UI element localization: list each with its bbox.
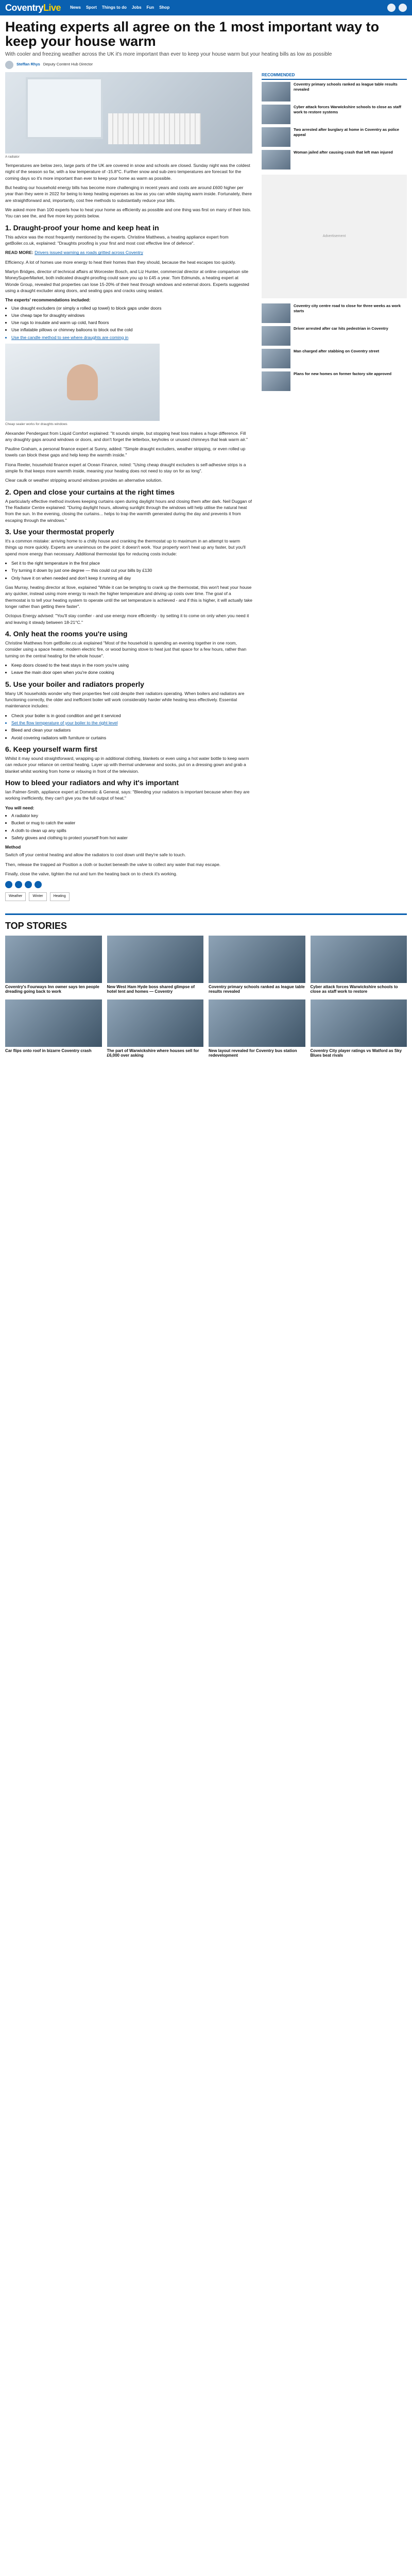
tips-list — [11, 662, 252, 676]
tag[interactable]: Weather — [5, 892, 26, 901]
list-item: • Leave the main door open when you're done cooking — [11, 669, 252, 675]
paragraph: Martyn Bridges, director of technical affairs at Worcester Bosch, and Liz Hunter, commercial director at online comparison site MoneySuperMarket, both indicated draught-proofing could save you up to £45 a year. Tom Edmunds, a heating expert at Wonde Group, revealed that properties can lose 15-20% of their heat through windows and external doors. Experts suggested using a draught excluder along doors, and sealing gaps and cracks using sealant. — [5, 268, 249, 293]
section-heading: 4. Only heat the rooms you're using — [5, 629, 128, 638]
list-item: • Use inflatable pillows or chimney balloons to block out the cold — [11, 327, 252, 333]
nav-item[interactable]: Jobs — [131, 5, 142, 10]
section-heading: 5. Use your boiler and radiators properly — [5, 680, 144, 688]
section-heading: 2. Open and close your curtains at the right times — [5, 487, 175, 496]
paragraph: A particularly effective method involves keeping curtains open during daylight hours and closing them after dark. Neil Duggan of The Radiator Centre explained: "During daylight hours, allowing sunlight through the windows will help utilise the natural heat from the sun. In the evening, closing the curtains... helps to trap the warmth generated during the day and prevents it from escaping through the windows." — [5, 498, 252, 523]
list-item[interactable]: • Set the flow temperature of your boiler to the right level — [11, 720, 252, 726]
story-card[interactable]: Coventry's Fourways Inn owner says ten people dreading going back to work — [5, 936, 102, 994]
list-item: • Avoid covering radiators with furniture or curtains — [11, 735, 252, 741]
paragraph: Octopus Energy advised: "You'll stay comfier - and use energy more efficiently - by setting it to come on only when you need it and leaving it steady between 18-21°C." — [5, 613, 249, 625]
recommended-item[interactable]: Plans for new homes on former factory site approved — [262, 371, 407, 391]
recommended-item[interactable]: Coventry city centre road to close for three weeks as work starts — [262, 303, 407, 323]
article-standfirst: With cooler and freezing weather across the UK it's more important than ever to keep your house warm but your heating bills as low as possible — [5, 51, 332, 57]
hero-image — [5, 72, 252, 154]
twitter-icon[interactable] — [15, 881, 22, 888]
nav-item[interactable]: Shop — [159, 5, 170, 10]
list-item: • A radiator key — [11, 812, 252, 819]
paragraph: Fiona Reeler, household finance expert at Ocean Finance, noted: "Using cheap draught excluders is self-adhesive strips is a simple fix that keeps more warmth inside, meaning your heating does not need to stay on for as long". — [5, 462, 246, 474]
nav-item[interactable]: News — [70, 5, 81, 10]
site-header — [0, 0, 412, 15]
tips-list — [11, 305, 252, 341]
story-card[interactable]: Coventry City player ratings vs Watford as Sky Blues beat rivals — [311, 999, 407, 1058]
account-icon[interactable] — [399, 4, 407, 12]
paragraph: Efficiency. A lot of homes use more energy to heat their homes than they should, because the heat escapes too quickly. — [5, 259, 236, 265]
section-heading: 3. Use your thermostat properly — [5, 528, 114, 536]
paragraph: Christine Matthews from getBoiler.co.uk explained "Most of the household is spending an evening together in one room, consider using a space heater, modern electric fire, or wood burning stove to heat just that space for a few hours, rather than turning on the central heating for the whole house". — [5, 640, 247, 658]
section-heading: 6. Keep yourself warm first — [5, 744, 97, 753]
tips-list — [11, 560, 252, 581]
paragraph: Ian Palmer-Smith, appliance expert at Domestic & General, says: "Bleeding your radiators is important because when they are working inefficiently, they can't give you the full output of heat." — [5, 789, 250, 801]
recommended-item[interactable]: Man charged after stabbing on Coventry street — [262, 349, 407, 368]
recommended-item[interactable]: Two arrested after burglary at home in Coventry as police appeal — [262, 127, 407, 147]
recommended-item[interactable]: Driver arrested after car hits pedestrian in Coventry — [262, 326, 407, 346]
paragraph: Many UK households wonder why their properties feel cold despite their radiators operating. When boilers and radiators are functioning correctly, the older and inefficient boiler will work considerably harder while heating less effectively. Essential maintenance includes: — [5, 690, 245, 709]
paragraph: Gas Murray, heating director at Ilove, explained "While it can be tempting to crank up the thermostat, this won't heat your house any quicker, instead using more energy to reach the higher temperature and driving up costs over time. The goal of a thermostat is to tell your heating system to operate until the set temperature is achieved - and if this is higher, it will actually take longer rather than getting there faster". — [5, 585, 253, 609]
list-item: • Only have it on when needed and don't keep it running all day — [11, 575, 252, 581]
list-item: • Bleed and clean your radiators — [11, 727, 252, 733]
paragraph: It's a common mistake: arriving home to a chilly house and cranking the thermostat up to maximum in an attempt to warm things up more quickly. Experts are unanimous on the point: it doesn't work. Your property won't heat up any faster, but you'll spend more energy than necessary. Additional thermostat tips for reducing costs include: — [5, 538, 246, 556]
story-card[interactable]: The part of Warwickshire where houses sell for £6,000 over asking — [107, 999, 204, 1058]
sidebar — [262, 72, 407, 906]
top-stories — [5, 913, 407, 1062]
section-heading: 1. Draught-proof your home and keep heat in — [5, 223, 159, 232]
story-card[interactable]: New West Ham Hyde boss shared glimpse of hotel tent and homes — Coventry — [107, 936, 204, 994]
list-item: • Keep doors closed to the heat stays in the room you're using — [11, 662, 252, 668]
email-icon[interactable] — [35, 881, 42, 888]
list-item: • Bucket or mug to catch the water — [11, 820, 252, 826]
list-item: • Set it to the right temperature in the first place — [11, 560, 252, 566]
list-item[interactable]: • Use the candle method to see where draughts are coming in — [11, 334, 252, 341]
tools-list — [11, 812, 252, 841]
site-logo[interactable]: CoventryLive — [5, 2, 61, 13]
top-stories-title: TOP STORIES — [5, 920, 67, 931]
avatar — [5, 61, 13, 69]
paragraph: Alexander Pendergast from Liquid Comfort explained: "It sounds simple, but stopping heat loss makes a huge difference. Fill any draughty gaps around windows or doors, and don't forget the letterbox, keyholes or unused chimneys that leak warm air." — [5, 430, 248, 442]
subheading: Method — [5, 844, 21, 850]
list-item: • Use draught excluders (or simply a rolled up towel) to block gaps under doors — [11, 305, 252, 311]
paragraph: Finally, close the valve, tighten the nut and turn the heating back on to check it's working. — [5, 871, 178, 877]
article-headline: Heating experts all agree on the 1 most important way to keep your house warm — [5, 19, 380, 49]
image-caption: Cheap sealer works for draughts windows — [5, 422, 67, 427]
nav-item[interactable]: Fun — [146, 5, 154, 10]
main-nav — [70, 5, 169, 11]
list-item: • Use rugs to insulate and warm up cold, hard floors — [11, 319, 252, 326]
list-item: • A cloth to clean up any spills — [11, 827, 252, 834]
list-item: • Safety gloves and clothing to protect yourself from hot water — [11, 835, 252, 841]
read-more-link[interactable]: Drivers issued warning as roads gritted across Coventry — [35, 250, 143, 256]
story-card[interactable]: Cyber attack forces Warwickshire schools to close as staff work to restore — [311, 936, 407, 994]
list-item: • Try turning it down by just one degree — this could cut your bills by £130 — [11, 567, 252, 573]
search-icon[interactable] — [387, 4, 396, 12]
tag-list — [5, 892, 252, 901]
subheading: You will need: — [5, 805, 35, 810]
author-role: Deputy Content Hub Director — [43, 62, 93, 67]
paragraph: Then, release the trapped air Position a cloth or bucket beneath the valve to collect any water that may escape. — [5, 861, 221, 867]
list-item: • Check your boiler is in good condition and get it serviced — [11, 713, 252, 719]
article-body — [5, 72, 252, 906]
sidebar-heading: RECOMMENDED — [262, 72, 407, 80]
story-card[interactable]: Car flips onto roof in bizarre Coventry crash — [5, 999, 102, 1058]
read-more: READ MORE: Drivers issued warning as roads gritted across Coventry — [5, 250, 143, 256]
tag[interactable]: Winter — [29, 892, 46, 901]
byline — [5, 61, 407, 69]
paragraph: Whilst it may sound straightforward, wrapping up in additional clothing, blankets or even using a hot water bottle to keep warm can reduce your reliance on central heating. Layer up with thermal underwear and socks, put on a dressing gown and grab a blanket whilst working from home or relaxing in front of the television. — [5, 755, 249, 774]
author-name[interactable]: Steffan Rhys — [16, 62, 40, 67]
recommended-item[interactable]: Coventry primary schools ranked as league table results revealed — [262, 82, 407, 101]
story-card[interactable]: New layout revealed for Coventry bus station redevelopment — [209, 999, 305, 1058]
nav-item[interactable]: Things to do — [101, 5, 127, 10]
paragraph: This advice was the most frequently mentioned by the experts. Christine Matthews, a heating appliance expert from getBoiler.co.uk, explained: "Draughts proofing is your first and most cost effective line of defence". — [5, 234, 229, 246]
paragraph: But heating our household energy bills has become more challenging in recent years and costs are around £600 higher per year than they were in 2022 for being to keep heating expenses as low as you can while staying warm inside. Fortunately, there are straightforward and, importantly, cost free methods to substantially reduce your bills. — [5, 185, 252, 203]
recommended-item[interactable]: Cyber attack forces Warwickshire schools to close as staff work to restore systems — [262, 105, 407, 124]
hero-caption: A radiator — [5, 155, 20, 159]
paragraph: We asked more than 100 experts how to heat your home as efficiently as possible and one thing was first on many of their lists. You can see the, and five more key points below. — [5, 207, 251, 219]
tips-list — [11, 713, 252, 741]
paragraph: Clear caulk or weather stripping around windows provides an alternative solution. — [5, 478, 163, 483]
paragraph: Pauline Graham, a personal finance expert at Sunny, added: "Simple draught excluders, weather stripping, or even rolled up towels can block these gaps and help keep the warmth inside." — [5, 446, 246, 458]
paragraph: Switch off your central heating and allow the radiators to cool down until they're safe to touch. — [5, 852, 186, 858]
paragraph: Temperatures are below zero, large parts of the UK are covered in snow and schools are closed. Sunday night was the coldest night of the season so far, with a low temperature of -15.8°C. Further snow and sub-zero temperatures are forecast for the coming days so it's more important than ever to keep your home as warm as possible. — [5, 163, 250, 181]
advertisement[interactable]: Advertisement — [262, 175, 407, 298]
list-item: • Use cheap tape for draughty windows — [11, 312, 252, 318]
facebook-icon[interactable] — [5, 881, 12, 888]
tag[interactable]: Heating — [50, 892, 70, 901]
subheading: The experts' recommendations included: — [5, 297, 91, 303]
recommended-item[interactable]: Woman jailed after causing crash that left man injured — [262, 150, 407, 170]
share-bar — [5, 881, 252, 888]
section-heading: How to bleed your radiators and why it's important — [5, 778, 179, 787]
nav-item[interactable]: Sport — [85, 5, 97, 10]
whatsapp-icon[interactable] — [25, 881, 32, 888]
story-card[interactable]: Coventry primary schools ranked as league table results revealed — [209, 936, 305, 994]
draught-image — [5, 344, 160, 421]
